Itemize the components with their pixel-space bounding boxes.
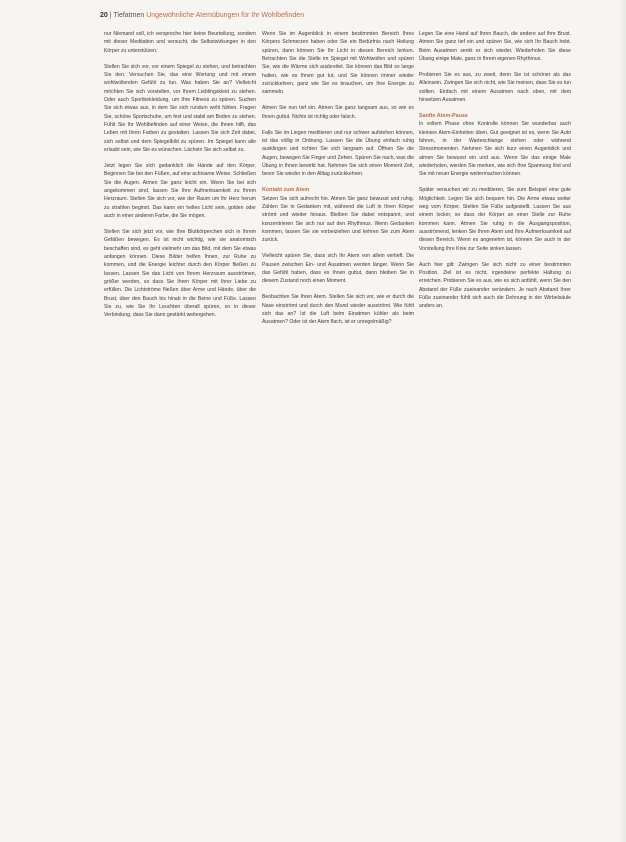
paragraph: In vollem Phase ohne Kontrolle können Sie wunderbar auch kleinere Atem-Einheiten üben. Gut geeignet ist es, wenn Sie Auto fahren, in der Warteschlange stehen oder während Stressmomenten. Nehmen Sie sich kurz einen Augenblick und atmen Sie bewusst ein und aus. Wenn Sie das einige Male wiederholen, werden Sie merken, wie sich Ihre Spannung löst und Sie mit neuer Energie weitermachen können. bbox=[419, 121, 571, 178]
paragraph: Später versuchen wir zu meditieren, Sie zum Beispiel eine gute Möglichkeit. Legen Sie sich bequem hin. Die Arme etwas weiter weg vom Körper. Stellen Sie Füße aufgestellt. Lassen Sie aus einem locker, so dass der Körper an einer Stelle zur Ruhe kommen kann. Atmen Sie ruhig in die Ausgangsposition, ausströmend, lenken Sie Ihren Atem und Ihre Aufmerksamkeit auf diesen Bereich. Wenn es angenehm ist, können Sie auch in der Vorstellung Ihre Knie zur Seite sinken lassen. bbox=[419, 187, 571, 252]
paragraph: Vielleicht spüren Sie, dass sich Ihr Atem von allein vertieft. Die Pausen zwischen Ein- und Ausatmen werden länger. Wenn Sie das Gefühl haben, dass es Ihnen guttut, dann bleiben Sie in diesem Zustand noch einen Moment. bbox=[262, 253, 414, 285]
paragraph: Legen Sie eine Hand auf Ihren Bauch, die andere auf Ihre Brust. Atmen Sie ganz tief ein und spüren Sie, wie sich Ihr Bauch hebt. Beim Ausatmen senkt er sich wieder. Wiederholen Sie diese Übung einige Male, ganz in Ihrem eigenen Rhythmus. bbox=[419, 31, 571, 63]
header-separator: | bbox=[109, 12, 114, 19]
paragraph: Auch hier gilt: Zwingen Sie sich nicht zu einer bestimmten Position. Ziel ist es nicht, irgendeine perfekte Haltung zu erreichen. Probieren Sie es aus, wie es sich anfühlt, wenn Sie den Abstand der Füße zueinander verändern. Je nach Abstand Ihrer Füße zueinander fühlt sich auch die Dehnung in der Wirbelsäule anders an. bbox=[419, 261, 571, 310]
paragraph: Setzen Sie sich aufrecht hin. Atmen Sie ganz bewusst und ruhig. Zählen Sie in Gedanken mit, während die Luft in Ihren Körper strömt und wieder hinaus. Bleiben Sie dabei entspannt, und konzentrieren Sie sich nur auf den Rhythmus. Wenn Gedanken kommen, lassen Sie sie vorbeiziehen und kehren Sie zum Atem zurück. bbox=[262, 195, 414, 244]
page-number: 20 bbox=[100, 12, 108, 19]
paragraph: Beobachten Sie Ihren Atem. Stellen Sie sich vor, wie er durch die Nase einströmt und durch den Mund wieder ausströmt. Wie fühlt sich das an? Ist die Luft beim Einatmen kühler als beim Ausatmen? Oder ist der Atem flach, ist er unregelmäßig? bbox=[262, 294, 414, 326]
paragraph: Stellen Sie sich jetzt vor, wie Ihre Blutkörperchen sich in Ihrem Gefäßen bewegen. Es ist nicht wichtig, wie sie anatomisch beschaffen sind, es geht vielmehr um das Bild, mit dem Sie etwas anfangen können. Diese Bilder helfen Ihnen, zur Ruhe zu kommen, und die Energie leichter durch den Körper fließen zu lassen. Lassen Sie das Licht von Ihrem Herzraum ausströmen, größer werden, so dass Sie Ihren Körper mit Ihrer Liebe zu erfüllen. Die Lichtströme fließen über Arme und Hände, über die Brust, über den Bauch bis hinab in die Beine und Füße. Lassen Sie zu, wie Sie Ihr Leuchten überall spüren, so in dieser Verbindung, dass Sie dann gestärkt weitergehen. bbox=[104, 229, 256, 319]
book-title: Tiefatmen bbox=[113, 12, 145, 19]
text-column-left bbox=[104, 30, 256, 327]
subheading: Sanfte Atem-Pause bbox=[419, 112, 468, 119]
paragraph: Stellen Sie sich vor, vor einem Spiegel zu stehen, und betrachten Sie den. Versuchen Sie, das eine Wertung und mit einem wohlwollenden Gefühl zu tun. Was haben Sie an? Vielleicht möchten Sie sich vorstellen, vor Ihrem Lieblingskleid zu stehen. Oder auch Sportbekleidung, um Ihre Fitness zu spüren. Suchen Sie sich etwas aus, in dem Sie sich rundum wohl fühlen. Fragen Sie, schöne Sportschuhe, um fest und stabil am Boden zu stehen. Fühlt Sie Ihr Wohlbefinden auf einer Weise, die Ihnen hilft, das Leben mit Ihren Farben zu gestalten. Lassen Sie sich Zeit dabei, sich selbst und dem Spiegelbild zu spüren. Im Spiegel kann alle erlaubt sein, wie Sie es wünschen. Lächeln Sie sich selbst zu. bbox=[104, 63, 256, 154]
section-title: Ungewöhnliche Atemübungen für Ihr Wohlbefinden bbox=[146, 12, 305, 19]
scan-shadow bbox=[618, 0, 626, 842]
paragraph: nur Niemand soll, ich verspreche hier keine Beurteilung, sondern mit dieser Meditation und versucht, die Selbstwirkungen in den Körper zu unterstützen. bbox=[104, 31, 256, 54]
text-column-middle bbox=[262, 30, 414, 334]
paragraph: Wenn Sie im Augenblick in einem bestimmten Bereich Ihres Körpers Schmerzen haben oder Sie ein Bedürfnis nach Heilung spüren, dann können Sie Ihr Licht in diesen Bereich lenken. Betrachten Sie die Stelle im Spiegel mit Wohlwollen und spüren Sie, wie die Wärme sich ausbreitet. Sie können das Bild so lange halten, wie es Ihnen gut tut, und Sie können immer wieder zurückkehren, ganz wie Sie es brauchen, um Ihre Energie zu sammeln. bbox=[262, 31, 414, 96]
running-header bbox=[100, 12, 580, 19]
paragraph: Falls Sie im Liegen meditieren und nur schwer aufstehen können, ist das völlig in Ordnung. Lassen Sie die Übung einfach ruhig ausklingen und richten Sie sich langsam auf. Öffnen Sie die Augen, bewegen Sie Finger und Zehen. Spüren Sie nach, was die Übung in Ihnen bewirkt hat. Nehmen Sie sich einen Moment Zeit, bevor Sie wieder in den Alltag zurückkehren. bbox=[262, 129, 414, 178]
text-column-right bbox=[419, 30, 571, 318]
paragraph: Atmen Sie nun tief ein. Atmen Sie ganz langsam aus, so wie es Ihnen guttut. Nichts ist richtig oder falsch. bbox=[262, 105, 414, 120]
paragraph: Jetzt legen Sie sich gedanklich die Hände auf den Körper. Beginnen Sie bei den Füßen, auf eine achtsame Weise. Schließen Sie die Augen. Atmen Sie ganz leicht ein. Wenn Sie bei sich angekommen sind, lassen Sie Ihre Aufmerksamkeit zu Ihrem Herzraum. Stellen Sie sich vor, wie der Raum um Ihr Herz herum zu strahlen beginnt. Das kann ein helles Licht sein, golden oder auch in einer anderen Farbe, die Sie mögen. bbox=[104, 163, 256, 220]
subheading: Kontakt zum Atem bbox=[262, 187, 310, 194]
paragraph: Probieren Sie es aus, zu zweit, denn Sie ist schöner als das Alleinsein. Zwingen Sie sich nicht, wie Sie meinen, dass Sie es tun sollten. Einfach mit einem Ausatmen nach oben, mit dem hinsetzen Ausatmen. bbox=[419, 71, 571, 103]
